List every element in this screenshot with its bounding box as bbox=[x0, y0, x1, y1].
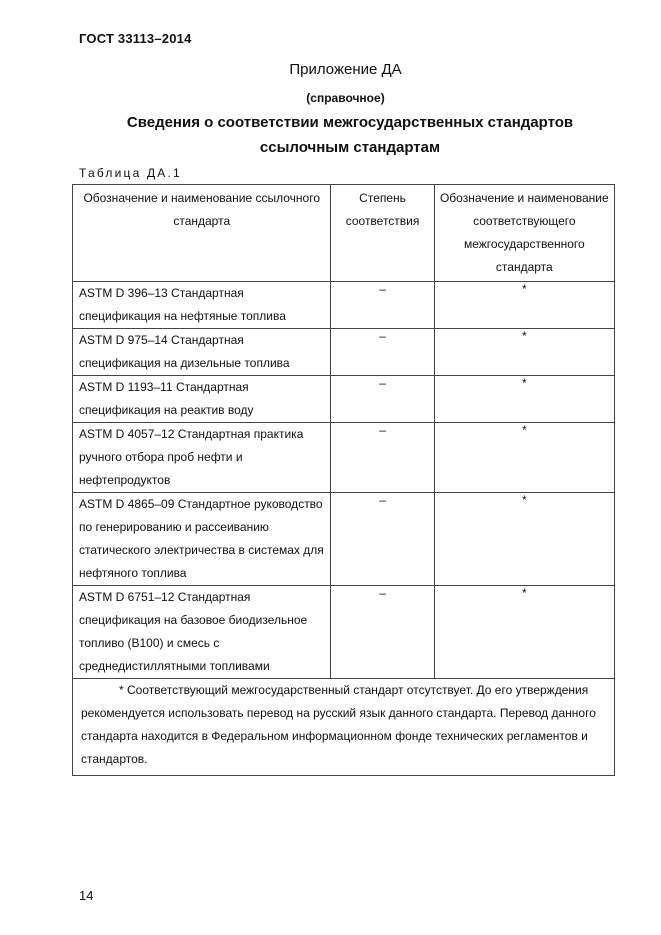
corresponding-standard-cell: * bbox=[434, 423, 614, 493]
annex-heading-line-2: ссылочным стандартам bbox=[259, 139, 441, 156]
footnote-text: * Соответствующий межгосударственный стандарт отсутствует. До его утверждения рекомендуется использовать перевод на русский язык данного стандарта. Перевод данного стандарта находится в Федеральном информационном фонде технических регламентов и стандартов. bbox=[81, 683, 596, 766]
corresponding-standard-cell: * bbox=[434, 376, 614, 423]
annex-heading-line-1: Сведения о соответствии межгосударственных стандартов bbox=[126, 114, 574, 131]
table-row bbox=[73, 376, 615, 423]
degree-cell: – bbox=[331, 376, 434, 423]
reference-standard-cell: ASTM D 1193–11 Стандартная спецификация на реактив воду bbox=[73, 376, 331, 423]
column-header-corresponding: Обозначение и наименование соответствующего межгосударственного стандарта bbox=[434, 185, 614, 282]
reference-standard-cell: ASTM D 975–14 Стандартная спецификация на дизельные топлива bbox=[73, 329, 331, 376]
reference-standard-cell: ASTM D 4057–12 Стандартная практика ручного отбора проб нефти и нефтепродуктов bbox=[73, 423, 331, 493]
degree-cell: – bbox=[331, 329, 434, 376]
table-row bbox=[73, 586, 615, 679]
table-caption: Таблица ДА.1 bbox=[79, 166, 182, 180]
annex-subtitle: (справочное) bbox=[306, 91, 385, 105]
standards-table bbox=[72, 184, 615, 776]
reference-standard-cell: ASTM D 396–13 Стандартная спецификация на нефтяные топлива bbox=[73, 282, 331, 329]
page-number: 14 bbox=[79, 888, 94, 903]
column-header-reference: Обозначение и наименование ссылочного стандарта bbox=[73, 185, 331, 282]
corresponding-standard-cell: * bbox=[434, 282, 614, 329]
corresponding-standard-cell: * bbox=[434, 329, 614, 376]
corresponding-standard-cell: * bbox=[434, 586, 614, 679]
table-row bbox=[73, 329, 615, 376]
table-row bbox=[73, 282, 615, 329]
degree-cell: – bbox=[331, 493, 434, 586]
degree-cell: – bbox=[331, 423, 434, 493]
degree-cell: – bbox=[331, 282, 434, 329]
table-header-row bbox=[73, 185, 615, 282]
column-header-degree: Степень соответствия bbox=[331, 185, 434, 282]
annex-heading bbox=[60, 110, 640, 160]
table-row bbox=[73, 493, 615, 586]
table-footnote bbox=[73, 679, 615, 776]
table-row bbox=[73, 423, 615, 493]
annex-title: Приложение ДА bbox=[289, 61, 402, 78]
corresponding-standard-cell: * bbox=[434, 493, 614, 586]
reference-standard-cell: ASTM D 6751–12 Стандартная спецификация на базовое биодизельное топливо (B100) и смесь с среднедистиллятными топливами bbox=[73, 586, 331, 679]
document-code: ГОСТ 33113–2014 bbox=[79, 31, 192, 46]
degree-cell: – bbox=[331, 586, 434, 679]
table-footnote-row bbox=[73, 679, 615, 776]
reference-standard-cell: ASTM D 4865–09 Стандартное руководство по генерированию и рассеиванию статического электричества в системах для нефтяного топлива bbox=[73, 493, 331, 586]
